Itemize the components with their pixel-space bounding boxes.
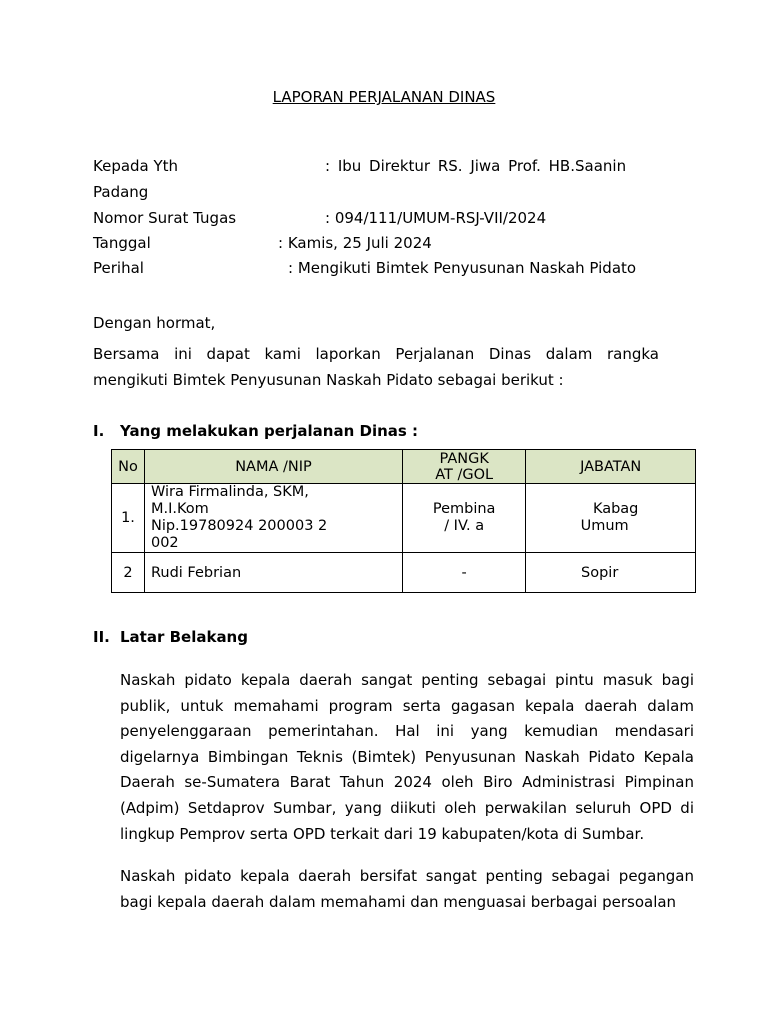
nomor-label: Nomor Surat Tugas xyxy=(93,209,237,227)
perihal-value: : Mengikuti Bimtek Penyusunan Naskah Pidato xyxy=(288,259,637,277)
row-2-pangkat: - xyxy=(403,553,526,593)
background-paragraph-2: Naskah pidato kepala daerah bersifat sangat penting sebagai pegangan bagi kepala daerah dalam memahami dan menguasai berbagai persoalan xyxy=(120,867,694,911)
row-1-nama-line2: M.I.Kom xyxy=(150,501,209,517)
row-1-nama xyxy=(144,484,402,553)
row-1-pangkat xyxy=(403,484,526,553)
section-1-title: Yang melakukan perjalanan Dinas : xyxy=(120,422,419,440)
tanggal-label: Tanggal xyxy=(93,234,151,252)
row-1-nip-line1: Nip.19780924 200003 2 xyxy=(150,518,328,534)
header-pangkat-line1: PANGK xyxy=(439,450,489,467)
header-no: No xyxy=(112,450,145,484)
row-1-pangkat-line2: / IV. a xyxy=(444,518,485,534)
kepada-value: : Ibu Direktur RS. Jiwa Prof. HB.Saanin xyxy=(325,157,627,175)
row-1-jabatan-line2: Umum xyxy=(580,518,629,534)
header-jabatan: JABATAN xyxy=(526,450,696,484)
background-paragraph-1: Naskah pidato kepala daerah sangat penting sebagai pintu masuk bagi publik, untuk memahami program serta gagasan kepala daerah dalam penyelenggaraan pemerintahan. Hal ini yang kemudian mendasari digelarnya Bimbingan Teknis (Bimtek) Penyusunan Naskah Pidato Kepala Daerah se-Sumatera Barat Tahun 2024 oleh Biro Administrasi Pimpinan (Adpim) Setdaprov Sumbar, yang diikuti oleh perwakilan seluruh OPD di lingkup Pemprov serta OPD terkait dari 19 kabupaten/kota di Sumbar. xyxy=(120,671,694,843)
row-1-jabatan-line1: Kabag xyxy=(592,501,639,517)
table-header-row xyxy=(112,450,696,484)
row-1-nama-line1: Wira Firmalinda, SKM, xyxy=(150,484,309,500)
kepada-label: Kepada Yth xyxy=(93,157,179,175)
letter-meta xyxy=(93,157,659,287)
row-2-nama: Rudi Febrian xyxy=(144,553,402,593)
staff-table xyxy=(111,449,696,593)
perihal-label: Perihal xyxy=(93,259,144,277)
row-1-nip-line2: 002 xyxy=(150,535,179,551)
intro-paragraph: Bersama ini dapat kami laporkan Perjalanan Dinas dalam rangka mengikuti Bimtek Penyusunan Naskah Pidato sebagai berikut : xyxy=(93,345,659,389)
row-2-jabatan: Sopir xyxy=(526,553,696,593)
section-2-title: Latar Belakang xyxy=(120,628,248,646)
section-2-heading xyxy=(93,628,248,646)
tanggal-value: : Kamis, 25 Juli 2024 xyxy=(278,234,432,252)
greeting: Dengan hormat, xyxy=(93,314,216,332)
section-2-number: II. xyxy=(93,628,110,646)
row-1-no: 1. xyxy=(112,484,145,553)
document-title: LAPORAN PERJALANAN DINAS xyxy=(272,88,496,106)
section-1-number: I. xyxy=(93,422,105,440)
header-pangkat-line2: AT /GOL xyxy=(435,466,494,483)
table-row xyxy=(112,553,696,593)
nomor-value: : 094/111/UMUM-RSJ-VII/2024 xyxy=(325,209,547,227)
kepada-value-continued: Padang xyxy=(93,183,149,201)
row-2-no: 2 xyxy=(112,553,145,593)
table-row xyxy=(112,484,696,553)
header-pangkat xyxy=(403,450,526,484)
header-nama: NAMA /NIP xyxy=(144,450,402,484)
row-1-pangkat-line1: Pembina xyxy=(432,501,496,517)
row-1-jabatan xyxy=(526,484,696,553)
section-1-heading xyxy=(93,422,418,440)
